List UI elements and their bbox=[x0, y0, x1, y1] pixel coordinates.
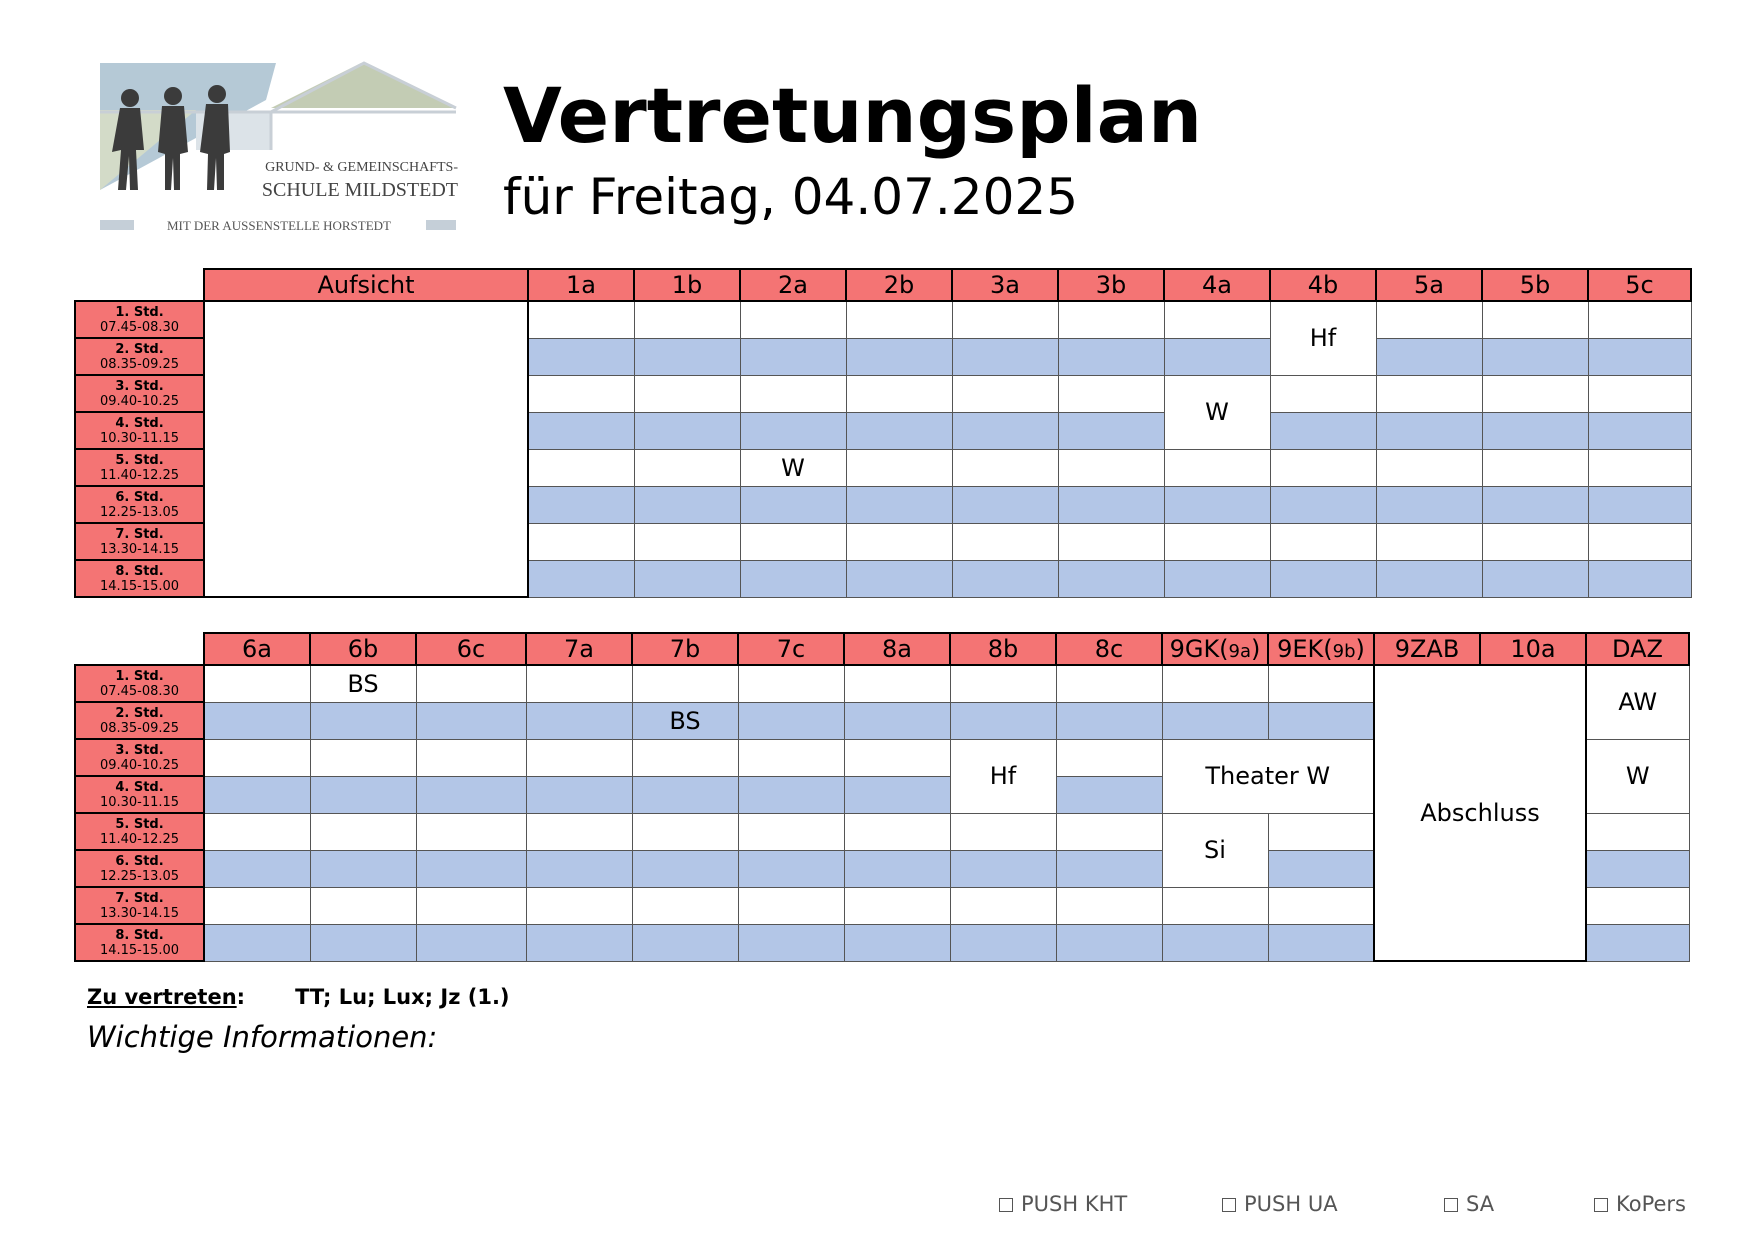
period-label: 6. Std. 12.25-13.05 bbox=[75, 486, 204, 523]
schedule-entry: Theater W bbox=[1162, 739, 1374, 813]
schedule-cell bbox=[526, 813, 632, 850]
header-row bbox=[75, 633, 1689, 665]
schedule-cell bbox=[632, 739, 738, 776]
schedule-cell bbox=[1162, 665, 1268, 702]
schedule-cell bbox=[1058, 560, 1164, 597]
schedule-cell bbox=[416, 739, 526, 776]
schedule-cell bbox=[528, 338, 634, 375]
schedule-cell bbox=[1164, 560, 1270, 597]
schedule-entry: Hf bbox=[950, 739, 1056, 813]
header-class: 2b bbox=[846, 269, 952, 301]
period-label: 7. Std. 13.30-14.15 bbox=[75, 523, 204, 560]
schedule-cell bbox=[1270, 412, 1376, 449]
header-class: 1b bbox=[634, 269, 740, 301]
header-class: 10a bbox=[1480, 633, 1586, 665]
schedule-cell bbox=[1056, 776, 1162, 813]
period-label: 1. Std. 07.45-08.30 bbox=[75, 301, 204, 338]
schedule-cell bbox=[950, 702, 1056, 739]
schedule-cell bbox=[1586, 813, 1689, 850]
schedule-cell bbox=[1588, 486, 1691, 523]
schedule-entry: W bbox=[740, 449, 846, 486]
checkbox-icon[interactable] bbox=[1444, 1198, 1458, 1212]
schedule-cell bbox=[1058, 338, 1164, 375]
schedule-cell bbox=[526, 665, 632, 702]
schedule-cell bbox=[844, 739, 950, 776]
schedule-cell bbox=[634, 486, 740, 523]
schedule-cell bbox=[204, 776, 310, 813]
schedule-cell bbox=[1058, 523, 1164, 560]
schedule-cell bbox=[1056, 665, 1162, 702]
schedule-cell bbox=[846, 449, 952, 486]
schedule-cell bbox=[1270, 375, 1376, 412]
schedule-cell bbox=[1268, 665, 1374, 702]
schedule-cell bbox=[204, 702, 310, 739]
schedule-cell bbox=[1376, 375, 1482, 412]
header-class: 9ZAB bbox=[1374, 633, 1480, 665]
schedule-cell bbox=[528, 486, 634, 523]
logo-line1: GRUND- & GEMEINSCHAFTS- bbox=[265, 160, 458, 175]
schedule-cell bbox=[1268, 850, 1374, 887]
schedule-cell bbox=[1270, 449, 1376, 486]
schedule-cell bbox=[1588, 412, 1691, 449]
schedule-cell bbox=[952, 375, 1058, 412]
schedule-cell bbox=[1482, 375, 1588, 412]
schedule-cell bbox=[1482, 338, 1588, 375]
schedule-cell bbox=[1588, 523, 1691, 560]
schedule-cell bbox=[204, 665, 310, 702]
schedule-entry: BS bbox=[310, 665, 416, 702]
schedule-cell bbox=[1588, 560, 1691, 597]
schedule-cell bbox=[1268, 702, 1374, 739]
header-class: 3a bbox=[952, 269, 1058, 301]
info-heading: Wichtige Informationen: bbox=[87, 1020, 438, 1054]
schedule-cell bbox=[844, 813, 950, 850]
schedule-cell bbox=[1586, 887, 1689, 924]
schedule-cell bbox=[632, 924, 738, 961]
period-label: 4. Std. 10.30-11.15 bbox=[75, 776, 204, 813]
zu-vertreten-value: TT; Lu; Lux; Jz (1.) bbox=[295, 985, 510, 1009]
schedule-cell bbox=[740, 486, 846, 523]
schedule-cell bbox=[1162, 924, 1268, 961]
schedule-cell bbox=[528, 523, 634, 560]
zu-vertreten: Zu vertreten: TT; Lu; Lux; Jz (1.) bbox=[87, 985, 510, 1009]
schedule-cell bbox=[528, 412, 634, 449]
schedule-cell bbox=[528, 560, 634, 597]
schedule-cell bbox=[740, 412, 846, 449]
header-class: 4b bbox=[1270, 269, 1376, 301]
schedule-cell bbox=[204, 813, 310, 850]
schedule-cell bbox=[416, 924, 526, 961]
header-class: 5a bbox=[1376, 269, 1482, 301]
schedule-cell bbox=[1586, 924, 1689, 961]
schedule-cell bbox=[204, 739, 310, 776]
schedule-cell bbox=[952, 486, 1058, 523]
schedule-cell bbox=[740, 523, 846, 560]
schedule-cell bbox=[738, 739, 844, 776]
schedule-cell bbox=[952, 523, 1058, 560]
header-class-9ek: 9EK(9b) bbox=[1268, 633, 1374, 665]
schedule-cell bbox=[844, 665, 950, 702]
schedule-cell bbox=[526, 776, 632, 813]
schedule-cell bbox=[310, 702, 416, 739]
header-class: 8a bbox=[844, 633, 950, 665]
schedule-cell bbox=[1270, 486, 1376, 523]
schedule-cell bbox=[1058, 375, 1164, 412]
header-class: 7c bbox=[738, 633, 844, 665]
period-label: 8. Std. 14.15-15.00 bbox=[75, 924, 204, 961]
schedule-cell bbox=[846, 560, 952, 597]
header-row bbox=[75, 269, 1691, 301]
schedule-cell bbox=[528, 449, 634, 486]
schedule-cell bbox=[738, 665, 844, 702]
schedule-cell bbox=[950, 850, 1056, 887]
schedule-cell bbox=[738, 924, 844, 961]
schedule-cell bbox=[738, 813, 844, 850]
period-label: 4. Std. 10.30-11.15 bbox=[75, 412, 204, 449]
header-class: 5c bbox=[1588, 269, 1691, 301]
schedule-cell bbox=[416, 887, 526, 924]
page-subtitle: für Freitag, 04.07.2025 bbox=[503, 168, 1079, 226]
schedule-cell bbox=[846, 486, 952, 523]
school-logo bbox=[96, 60, 462, 236]
schedule-cell bbox=[632, 850, 738, 887]
header-class: DAZ bbox=[1586, 633, 1689, 665]
schedule-cell bbox=[1268, 924, 1374, 961]
schedule-cell bbox=[416, 776, 526, 813]
schedule-cell bbox=[634, 338, 740, 375]
schedule-cell bbox=[952, 560, 1058, 597]
period-label: 8. Std. 14.15-15.00 bbox=[75, 560, 204, 597]
schedule-cell bbox=[634, 523, 740, 560]
schedule-cell bbox=[1588, 449, 1691, 486]
page-title: Vertretungsplan bbox=[503, 71, 1203, 160]
schedule-cell bbox=[1268, 813, 1374, 850]
header-class: 7b bbox=[632, 633, 738, 665]
schedule-cell bbox=[740, 560, 846, 597]
schedule-cell bbox=[1058, 449, 1164, 486]
schedule-entry: Hf bbox=[1270, 301, 1376, 375]
schedule-cell bbox=[526, 702, 632, 739]
schedule-entry: W bbox=[1586, 739, 1689, 813]
schedule-cell bbox=[310, 850, 416, 887]
schedule-cell bbox=[310, 813, 416, 850]
schedule-cell bbox=[1586, 850, 1689, 887]
schedule-cell bbox=[416, 813, 526, 850]
schedule-cell bbox=[844, 702, 950, 739]
schedule-cell bbox=[1056, 702, 1162, 739]
period-label: 3. Std. 09.40-10.25 bbox=[75, 375, 204, 412]
period-label: 2. Std. 08.35-09.25 bbox=[75, 338, 204, 375]
schedule-cell bbox=[204, 887, 310, 924]
checkbox-push-ua[interactable]: PUSH UA bbox=[1222, 1192, 1338, 1216]
schedule-cell bbox=[634, 412, 740, 449]
schedule-cell bbox=[950, 887, 1056, 924]
schedule-cell bbox=[740, 338, 846, 375]
header-class: 7a bbox=[526, 633, 632, 665]
header-class: 6c bbox=[416, 633, 526, 665]
schedule-cell bbox=[844, 776, 950, 813]
schedule-cell bbox=[310, 739, 416, 776]
schedule-cell bbox=[526, 850, 632, 887]
schedule-cell bbox=[1376, 412, 1482, 449]
table-row bbox=[75, 665, 1689, 702]
schedule-cell bbox=[1162, 702, 1268, 739]
schedule-cell bbox=[416, 702, 526, 739]
schedule-cell bbox=[846, 301, 952, 338]
header-class-9gk: 9GK(9a) bbox=[1162, 633, 1268, 665]
schedule-entry: W bbox=[1164, 375, 1270, 449]
schedule-cell bbox=[528, 375, 634, 412]
schedule-cell bbox=[1482, 449, 1588, 486]
schedule-cell bbox=[950, 813, 1056, 850]
period-label: 3. Std. 09.40-10.25 bbox=[75, 739, 204, 776]
schedule-cell bbox=[310, 776, 416, 813]
schedule-cell bbox=[310, 924, 416, 961]
period-label: 5. Std. 11.40-12.25 bbox=[75, 813, 204, 850]
schedule-cell bbox=[738, 887, 844, 924]
schedule-cell bbox=[952, 338, 1058, 375]
schedule-cell bbox=[526, 887, 632, 924]
schedule-cell bbox=[632, 776, 738, 813]
table-row bbox=[75, 301, 1691, 338]
header-class: 3b bbox=[1058, 269, 1164, 301]
logo-line2: SCHULE MILDSTEDT bbox=[261, 179, 458, 201]
header-class: 6b bbox=[310, 633, 416, 665]
schedule-cell bbox=[204, 850, 310, 887]
schedule-entry: Si bbox=[1162, 813, 1268, 887]
period-label: 1. Std. 07.45-08.30 bbox=[75, 665, 204, 702]
checkbox-push-kht[interactable]: PUSH KHT bbox=[999, 1192, 1127, 1216]
schedule-cell bbox=[738, 776, 844, 813]
schedule-cell bbox=[740, 301, 846, 338]
schedule-cell bbox=[1482, 486, 1588, 523]
schedule-cell bbox=[1056, 850, 1162, 887]
schedule-cell bbox=[1268, 887, 1374, 924]
schedule-cell bbox=[1056, 739, 1162, 776]
schedule-cell bbox=[634, 449, 740, 486]
schedule-cell bbox=[1162, 887, 1268, 924]
schedule-cell bbox=[844, 850, 950, 887]
checkbox-kopers[interactable]: KoPers bbox=[1594, 1192, 1686, 1216]
schedule-cell bbox=[204, 924, 310, 961]
schedule-cell bbox=[634, 375, 740, 412]
period-label: 6. Std. 12.25-13.05 bbox=[75, 850, 204, 887]
schedule-cell bbox=[846, 523, 952, 560]
schedule-cell bbox=[1588, 375, 1691, 412]
aufsicht-cell bbox=[204, 301, 528, 597]
schedule-cell bbox=[1482, 523, 1588, 560]
schedule-cell bbox=[1058, 412, 1164, 449]
schedule-entry: BS bbox=[632, 702, 738, 739]
period-label: 7. Std. 13.30-14.15 bbox=[75, 887, 204, 924]
schedule-cell bbox=[632, 665, 738, 702]
schedule-cell bbox=[844, 887, 950, 924]
schedule-cell bbox=[1164, 523, 1270, 560]
schedule-cell bbox=[1164, 449, 1270, 486]
schedule-cell bbox=[1164, 301, 1270, 338]
schedule-cell bbox=[846, 412, 952, 449]
schedule-cell bbox=[632, 813, 738, 850]
schedule-cell bbox=[1482, 412, 1588, 449]
schedule-cell bbox=[952, 301, 1058, 338]
schedule-cell bbox=[634, 301, 740, 338]
schedule-cell bbox=[1376, 560, 1482, 597]
schedule-cell bbox=[416, 850, 526, 887]
schedule-cell bbox=[1376, 486, 1482, 523]
schedule-cell bbox=[738, 702, 844, 739]
schedule-cell bbox=[416, 665, 526, 702]
schedule-cell bbox=[1056, 813, 1162, 850]
corner-cell bbox=[75, 633, 204, 665]
schedule-cell bbox=[1588, 338, 1691, 375]
schedule-cell bbox=[1376, 301, 1482, 338]
schedule-cell bbox=[952, 449, 1058, 486]
schedule-cell bbox=[526, 739, 632, 776]
schedule-cell bbox=[950, 665, 1056, 702]
checkbox-sa[interactable]: SA bbox=[1444, 1192, 1494, 1216]
schedule-cell bbox=[1376, 523, 1482, 560]
schedule-table-primary bbox=[74, 268, 1692, 598]
schedule-cell bbox=[634, 560, 740, 597]
checkbox-icon[interactable] bbox=[999, 1198, 1013, 1212]
header-class: 4a bbox=[1164, 269, 1270, 301]
schedule-table-secondary bbox=[74, 632, 1690, 962]
schedule-cell bbox=[1056, 924, 1162, 961]
schedule-cell bbox=[632, 887, 738, 924]
period-label: 2. Std. 08.35-09.25 bbox=[75, 702, 204, 739]
schedule-cell bbox=[1058, 301, 1164, 338]
schedule-cell bbox=[846, 375, 952, 412]
schedule-cell bbox=[526, 924, 632, 961]
schedule-cell bbox=[1376, 449, 1482, 486]
header-class: 8b bbox=[950, 633, 1056, 665]
header-aufsicht: Aufsicht bbox=[204, 269, 528, 301]
period-label: 5. Std. 11.40-12.25 bbox=[75, 449, 204, 486]
schedule-cell bbox=[950, 924, 1056, 961]
header-class: 6a bbox=[204, 633, 310, 665]
schedule-cell bbox=[1164, 486, 1270, 523]
schedule-cell bbox=[1376, 338, 1482, 375]
schedule-cell bbox=[528, 301, 634, 338]
schedule-cell bbox=[740, 375, 846, 412]
schedule-cell bbox=[310, 887, 416, 924]
schedule-entry: AW bbox=[1586, 665, 1689, 739]
corner-cell bbox=[75, 269, 204, 301]
schedule-cell bbox=[738, 850, 844, 887]
schedule-cell bbox=[1270, 560, 1376, 597]
schedule-cell bbox=[1588, 301, 1691, 338]
checkbox-icon[interactable] bbox=[1594, 1198, 1608, 1212]
checkbox-icon[interactable] bbox=[1222, 1198, 1236, 1212]
header-class: 2a bbox=[740, 269, 846, 301]
zu-vertreten-label: Zu vertreten bbox=[87, 985, 237, 1009]
header-class: 8c bbox=[1056, 633, 1162, 665]
schedule-cell bbox=[1482, 560, 1588, 597]
schedule-cell bbox=[844, 924, 950, 961]
header-class: 5b bbox=[1482, 269, 1588, 301]
schedule-cell bbox=[1058, 486, 1164, 523]
schedule-cell bbox=[1270, 523, 1376, 560]
schedule-cell bbox=[1482, 301, 1588, 338]
schedule-cell bbox=[952, 412, 1058, 449]
schedule-cell bbox=[1056, 887, 1162, 924]
logo-line3: MIT DER AUSSENSTELLE HORSTEDT bbox=[166, 218, 392, 233]
header-class: 1a bbox=[528, 269, 634, 301]
schedule-entry: Abschluss bbox=[1374, 665, 1586, 961]
schedule-cell bbox=[1164, 338, 1270, 375]
schedule-cell bbox=[846, 338, 952, 375]
